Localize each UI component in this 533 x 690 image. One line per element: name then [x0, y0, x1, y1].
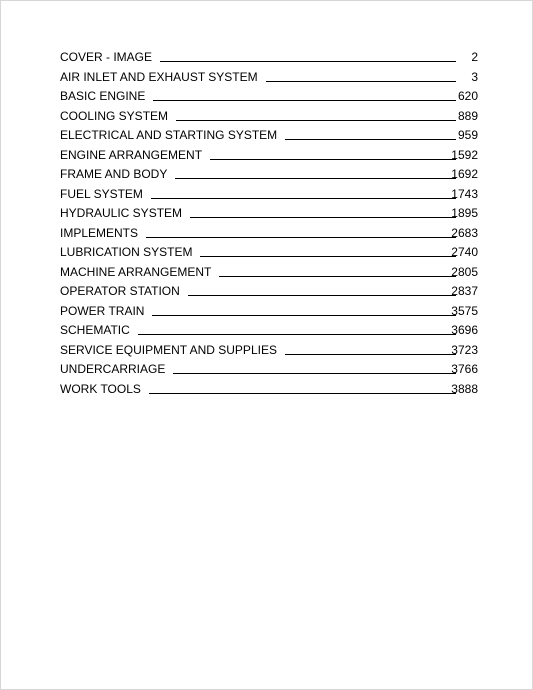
toc-entry-machine-arrangement[interactable]: [60, 263, 478, 283]
toc-entry-service-equipment-and-supplies[interactable]: [60, 341, 478, 361]
toc-entry-page[interactable]: 2683: [451, 225, 478, 240]
toc-entry-title[interactable]: BASIC ENGINE: [60, 89, 146, 103]
toc-entry-undercarriage[interactable]: [60, 360, 478, 380]
toc-entry-title[interactable]: MACHINE ARRANGEMENT: [60, 264, 212, 279]
toc-entry-title[interactable]: SERVICE EQUIPMENT AND SUPPLIES: [60, 342, 277, 357]
toc-entry-page[interactable]: 3696: [451, 323, 478, 337]
toc-entry-basic-engine[interactable]: [60, 87, 478, 107]
toc-leader-line: [146, 224, 456, 238]
toc-entry-page[interactable]: 3723: [451, 342, 478, 357]
toc-entry-power-train[interactable]: [60, 302, 478, 322]
toc-entry-air-inlet-and-exhaust-system[interactable]: [60, 68, 478, 88]
toc-entry-page[interactable]: 3766: [451, 362, 478, 376]
toc-entry-page[interactable]: 959: [457, 128, 478, 142]
toc-entry-page[interactable]: 2740: [451, 245, 478, 259]
toc-entry-work-tools[interactable]: [60, 380, 478, 400]
toc-leader-line: [152, 302, 456, 316]
toc-entry-page[interactable]: 1895: [451, 206, 478, 220]
toc-entry-title[interactable]: IMPLEMENTS: [60, 225, 139, 240]
toc-entry-title[interactable]: WORK TOOLS: [60, 381, 141, 396]
toc-entry-title[interactable]: SCHEMATIC: [60, 323, 130, 337]
table-of-contents: [60, 48, 478, 399]
toc-leader-line: [153, 87, 456, 101]
toc-entry-page[interactable]: 2837: [451, 284, 478, 298]
toc-entry-fuel-system[interactable]: [60, 185, 478, 205]
toc-entry-page[interactable]: 3: [471, 69, 478, 84]
toc-entry-operator-station[interactable]: [60, 282, 478, 302]
toc-entry-page[interactable]: 620: [457, 89, 478, 103]
toc-entry-title[interactable]: FUEL SYSTEM: [60, 186, 143, 201]
toc-entry-title[interactable]: COOLING SYSTEM: [60, 108, 169, 123]
toc-entry-title[interactable]: COVER - IMAGE: [60, 50, 153, 64]
toc-entry-implements[interactable]: [60, 224, 478, 244]
toc-entry-hydraulic-system[interactable]: [60, 204, 478, 224]
toc-entry-title[interactable]: UNDERCARRIAGE: [60, 362, 166, 376]
toc-leader-line: [200, 243, 456, 257]
toc-leader-line: [175, 165, 456, 179]
toc-leader-line: [219, 263, 456, 277]
toc-entry-title[interactable]: POWER TRAIN: [60, 303, 145, 318]
toc-leader-line: [266, 68, 456, 82]
toc-entry-cover-image[interactable]: [60, 48, 478, 68]
toc-leader-line: [285, 341, 456, 355]
toc-entry-title[interactable]: OPERATOR STATION: [60, 284, 180, 298]
toc-leader-line: [173, 360, 456, 374]
toc-leader-line: [149, 380, 456, 394]
toc-entry-page[interactable]: 3575: [451, 303, 478, 318]
toc-entry-cooling-system[interactable]: [60, 107, 478, 127]
toc-entry-page[interactable]: 1743: [451, 186, 478, 201]
toc-entry-title[interactable]: ENGINE ARRANGEMENT: [60, 147, 203, 162]
toc-entry-schematic[interactable]: [60, 321, 478, 341]
toc-entry-page[interactable]: 2805: [451, 264, 478, 279]
toc-leader-line: [176, 107, 456, 121]
toc-entry-electrical-and-starting-system[interactable]: [60, 126, 478, 146]
toc-entry-page[interactable]: 3888: [451, 381, 478, 396]
toc-leader-line: [285, 126, 456, 140]
toc-leader-line: [151, 185, 456, 199]
toc-entry-title[interactable]: FRAME AND BODY: [60, 167, 168, 181]
toc-entry-title[interactable]: LUBRICATION SYSTEM: [60, 245, 193, 259]
toc-leader-line: [190, 204, 456, 218]
toc-entry-page[interactable]: 1692: [451, 167, 478, 181]
toc-entry-frame-and-body[interactable]: [60, 165, 478, 185]
toc-entry-title[interactable]: ELECTRICAL AND STARTING SYSTEM: [60, 128, 278, 142]
toc-entry-title[interactable]: AIR INLET AND EXHAUST SYSTEM: [60, 69, 258, 84]
toc-leader-line: [188, 282, 456, 296]
toc-entry-lubrication-system[interactable]: [60, 243, 478, 263]
toc-entry-page[interactable]: 2: [471, 50, 478, 64]
toc-leader-line: [210, 146, 456, 160]
toc-entry-engine-arrangement[interactable]: [60, 146, 478, 166]
toc-leader-line: [138, 321, 456, 335]
toc-entry-page[interactable]: 889: [457, 108, 478, 123]
toc-entry-title[interactable]: HYDRAULIC SYSTEM: [60, 206, 183, 220]
toc-entry-page[interactable]: 1592: [451, 147, 478, 162]
toc-leader-line: [160, 48, 456, 62]
